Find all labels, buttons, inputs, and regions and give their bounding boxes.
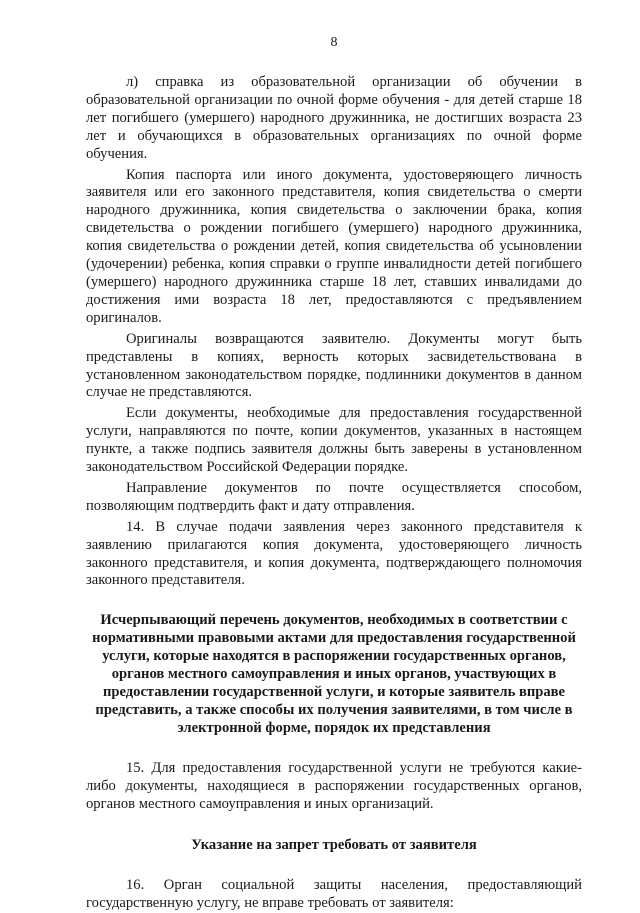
paragraph-14-legal-representative: 14. В случае подачи заявления через законного представителя к заявлению прилагаются копия документа, удостоверяющего личность законного представителя, и копия документа, подтверждающего полномочия законного представителя. [86,518,582,589]
paragraph-postal-method: Направление документов по почте осуществляется способом, позволяющим подтвердить факт и дату отправления. [86,479,582,514]
paragraph-16-authority-may-not-require: 16. Орган социальной защиты населения, предоставляющий государственную услугу, не вправе требовать от заявителя: [86,877,582,912]
section-heading-exhaustive-list: Исчерпывающий перечень документов, необходимых в соответствии с нормативными правовыми актами для предоставления государственной услуги, которые находятся в распоряжении государственных органов, органов местного самоуправления и иных органов, участвующих в предоставлении государственной услуги, и которые заявитель вправе представить, а также способы их получения заявителями, в том числе в электронной форме, порядок их представления [92,612,576,736]
paragraph-originals-returned: Оригиналы возвращаются заявителю. Документы могут быть представлены в копиях, верность которых засвидетельствована в установленном законодательством порядке, подлинники документов в данном случае не представляются. [86,330,582,401]
paragraph-15-no-documents-required: 15. Для предоставления государственной услуги не требуются какие-либо документы, находящиеся в распоряжении государственных органов, органов местного самоуправления и иных организаций. [86,759,582,812]
paragraph-document-copies: Копия паспорта или иного документа, удостоверяющего личность заявителя или его законного представителя, копия свидетельства о смерти народного дружинника, копия свидетельства о заключении брака, копия свидетельства о рождении погибшего (умершего) народного дружинника, копия свидетельства о рождении детей, копия свидетельства об усыновлении (удочерении) ребенка, копия справки о группе инвалидности детей погибшего (умершего) народного дружинника старше 18 лет, ставших инвалидами до достижения ими возраста 18 лет, предоставляются с предъявлением оригиналов. [86,166,582,326]
section-heading-prohibition: Указание на запрет требовать от заявителя [191,837,477,854]
document-page [86,34,582,913]
paragraph-postal-documents: Если документы, необходимые для предоставления государственной услуги, направляются по почте, копии документов, указанных в настоящем пункте, а также подпись заявителя должны быть заверены в установленном законодательством Российской Федерации порядке. [86,405,582,476]
paragraph-l-education-certificate: л) справка из образовательной организации об обучении в образовательной организации по очной форме обучения - для детей старше 18 лет погибшего (умершего) народного дружинника, не достигших возраста 23 лет и обучающихся в образовательных организациях по очной форме обучения. [86,74,582,162]
page-number: 8 [330,35,338,50]
